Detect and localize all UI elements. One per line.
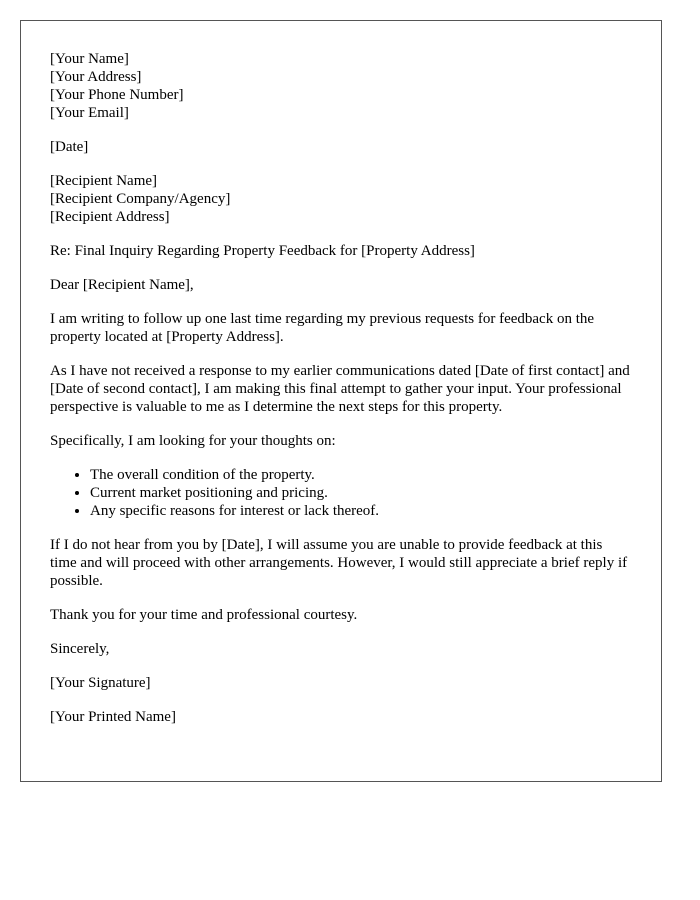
letter-date: [Date] bbox=[50, 139, 89, 155]
body-paragraph-5: Thank you for your time and professional courtesy. bbox=[50, 607, 358, 623]
sender-phone: [Your Phone Number] bbox=[50, 87, 184, 103]
list-item: • Current market positioning and pricing. bbox=[90, 484, 632, 502]
feedback-topics-list bbox=[50, 466, 632, 520]
list-item: • Any specific reasons for interest or lack thereof. bbox=[90, 502, 632, 520]
subject-line: Re: Final Inquiry Regarding Property Feedback for [Property Address] bbox=[50, 243, 475, 259]
letter-page bbox=[20, 20, 662, 782]
sender-block bbox=[50, 50, 632, 122]
recipient-address: [Recipient Address] bbox=[50, 209, 170, 225]
recipient-company: [Recipient Company/Agency] bbox=[50, 191, 231, 207]
list-item: • The overall condition of the property. bbox=[90, 466, 632, 484]
body-paragraph-4: If I do not hear from you by [Date], I will assume you are unable to provide feedback at this time and will proceed with other arrangements. However, I would still appreciate a brief reply if possible. bbox=[50, 537, 628, 589]
body-paragraph-2: As I have not received a response to my earlier communications dated [Date of first contact] and [Date of second contact], I am making this final attempt to gather your input. Your professional perspective is valuable to me as I determine the next steps for this property. bbox=[50, 363, 630, 415]
recipient-name: [Recipient Name] bbox=[50, 173, 158, 189]
body-paragraph-3: Specifically, I am looking for your thoughts on: bbox=[50, 433, 336, 449]
closing: Sincerely, bbox=[50, 641, 110, 657]
recipient-block bbox=[50, 172, 632, 226]
sender-address: [Your Address] bbox=[50, 69, 142, 85]
signature: [Your Signature] bbox=[50, 675, 151, 691]
sender-email: [Your Email] bbox=[50, 105, 129, 121]
salutation: Dear [Recipient Name], bbox=[50, 277, 194, 293]
sender-name: [Your Name] bbox=[50, 51, 129, 67]
printed-name: [Your Printed Name] bbox=[50, 709, 176, 725]
body-paragraph-1: I am writing to follow up one last time regarding my previous requests for feedback on the property located at [Property Address]. bbox=[50, 311, 595, 345]
